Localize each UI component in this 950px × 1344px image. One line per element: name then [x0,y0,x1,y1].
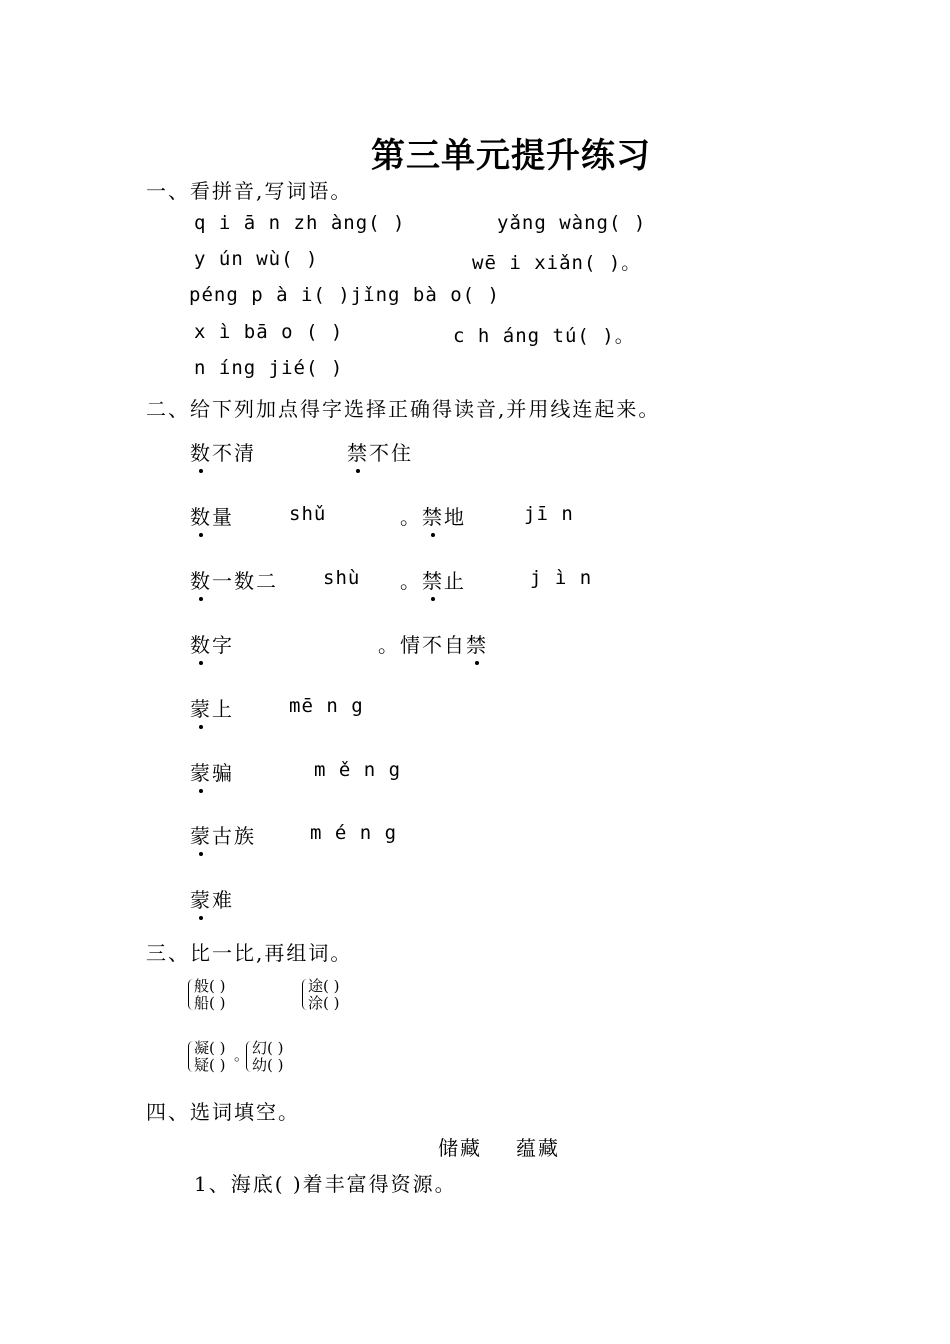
pinyin-5: péng p à i( )jǐng bà o( ) [189,284,500,306]
pinyin-6: x ì bā o ( ) [194,321,344,343]
reading-meng3: m ě n g [314,759,402,781]
fill-blank-item-1: 1、海底( )着丰富得资源。 [194,1172,457,1196]
left-word: 数字 [190,629,234,658]
reading-meng1: mē n g [289,695,364,717]
section-4-heading: 四、选词填空。 [146,1100,300,1124]
left-word: 蒙上 [190,693,234,722]
right-word: 。禁地 [400,501,466,530]
left-word: 蒙古族 [190,820,256,849]
pinyin-8: n íng jié( ) [194,357,344,379]
left-word: 数不清 [190,437,256,466]
reading-shu4: shù [323,567,361,589]
pinyin-4: wē i xiǎn( )。 [472,252,642,274]
reading-jin1: jī n [524,503,574,525]
reading-meng2: m é n g [310,822,398,844]
pinyin-3: y ún wù( ) [194,248,319,270]
section-2-heading: 二、给下列加点得字选择正确得读音,并用线连起来。 [146,397,661,421]
option-word: 蕴藏 [516,1136,560,1160]
pinyin-7: c h áng tú( )。 [453,325,635,347]
reading-shu3: shǔ [289,503,327,525]
left-word: 蒙难 [190,884,234,913]
right-word: 。禁止 [400,565,466,594]
pair-separator: 。 [234,1046,250,1064]
pinyin-2: yǎng wàng( ) [497,212,647,234]
pinyin-1: q i ā n zh àng( ) [194,212,406,234]
reading-jin4: j ì n [530,567,593,589]
left-word: 数一数二 [190,565,278,594]
section-1-heading: 一、看拼音,写词语。 [146,179,353,203]
right-word: 。情不自禁 [378,629,488,658]
page-title: 第三单元提升练习 [371,136,651,176]
option-word: 储藏 [438,1136,482,1160]
left-word: 数量 [190,501,234,530]
right-word: 禁不住 [347,437,413,466]
left-word: 蒙骗 [190,757,234,786]
section-3-heading: 三、比一比,再组词。 [146,941,353,965]
